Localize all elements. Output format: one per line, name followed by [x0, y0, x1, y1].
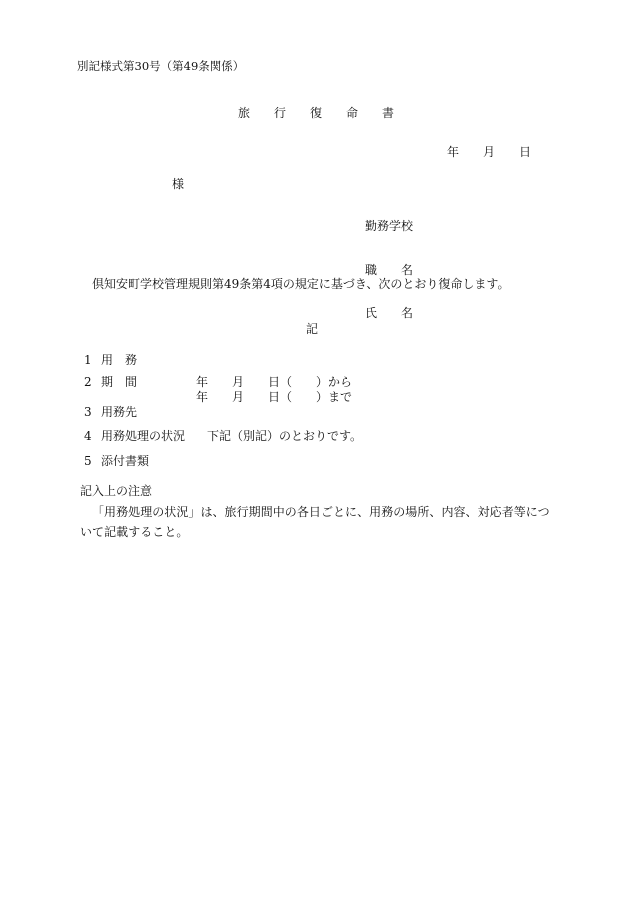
period-from: 年 月 日（ ）から — [196, 375, 353, 389]
addressee-suffix: 様 — [172, 177, 185, 191]
item-label-status: 用務処理の状況 — [101, 429, 186, 443]
sender-name-label: 氏 名 — [365, 306, 414, 320]
item-number: 5 — [84, 454, 92, 468]
item-number: 2 — [84, 375, 92, 389]
item-label-purpose: 用 務 — [101, 353, 138, 367]
item-number: 4 — [84, 429, 92, 443]
document-title: 旅 行 復 命 書 — [238, 106, 395, 120]
ki-heading: 記 — [306, 322, 319, 336]
date-line: 年 月 日 — [447, 145, 532, 159]
form-number: 別記様式第30号（第49条関係） — [77, 59, 245, 73]
sender-position-label: 職 名 — [365, 262, 414, 277]
item-label-destination: 用務先 — [101, 405, 138, 419]
sender-block — [365, 196, 413, 339]
intro-paragraph: 倶知安町学校管理規則第49条第4項の規定に基づき、次のとおり復命します。 — [92, 277, 510, 291]
period-to: 年 月 日（ ）まで — [196, 390, 353, 404]
item-number: 1 — [84, 353, 92, 367]
notes-text: 「用務処理の状況」は、旅行期間中の各日ごとに、用務の場所、内容、対応者等について記載すること。 — [80, 505, 550, 539]
item-label-period: 期 間 — [101, 375, 138, 389]
item-label-attachments: 添付書類 — [101, 454, 150, 468]
sender-school-label: 勤務学校 — [365, 219, 414, 233]
item-value-status: 下記（別記）のとおりです。 — [207, 429, 363, 443]
notes-heading: 記入上の注意 — [80, 484, 153, 498]
item-number: 3 — [84, 405, 92, 419]
